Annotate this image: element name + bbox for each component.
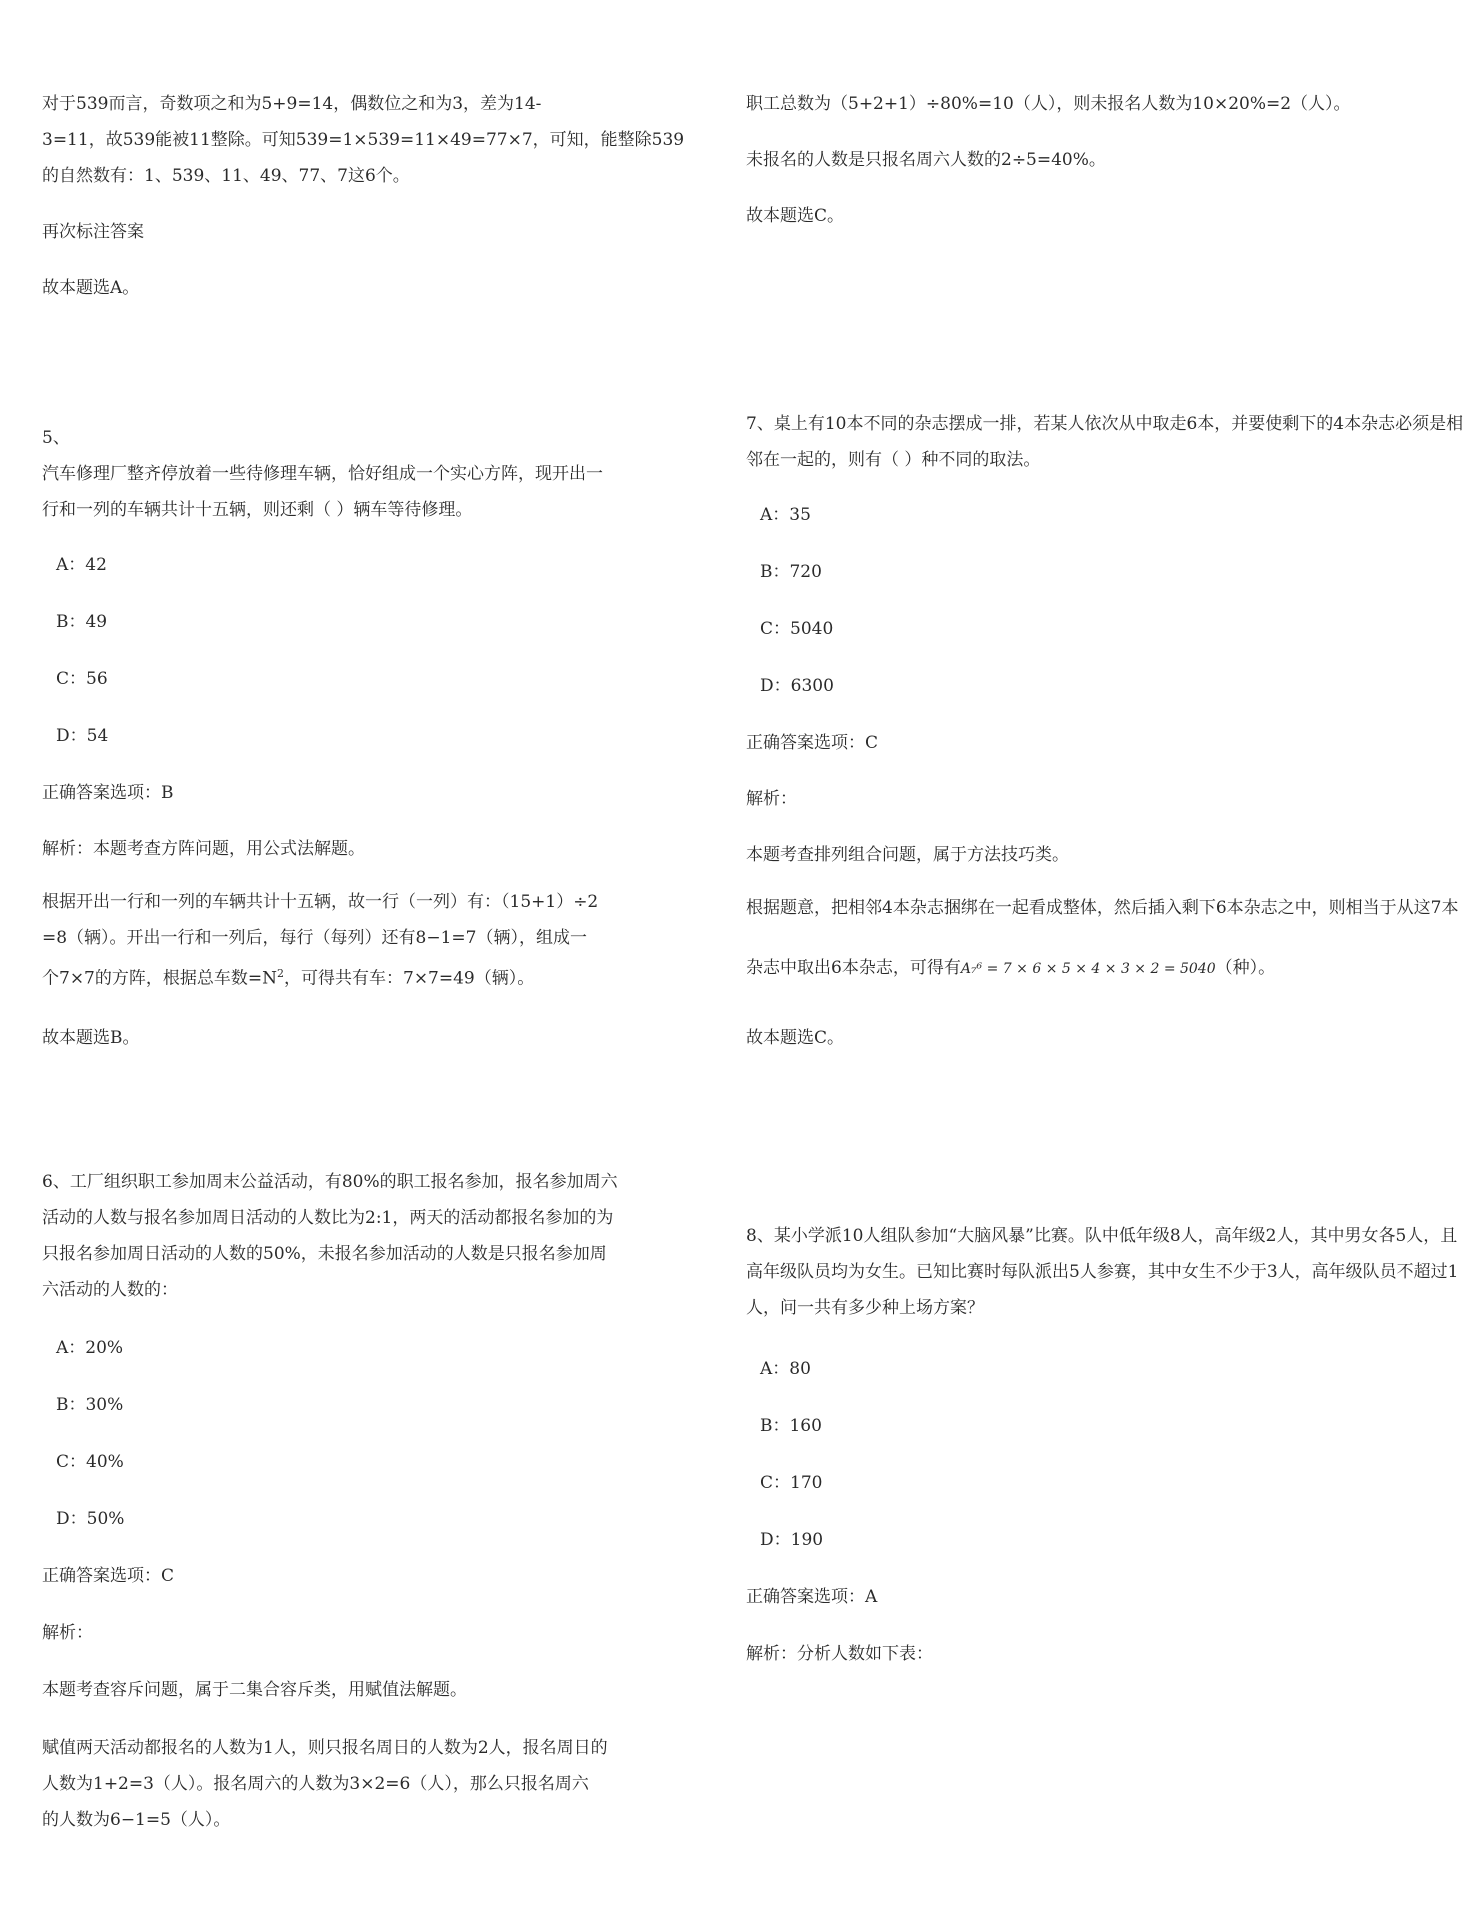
question-7-conclusion: 故本题选C。 [746,1028,845,1048]
question-6-stem-line-4: 六活动的人数的： [42,1280,178,1300]
question-7-option-b: B：720 [760,562,822,582]
question-8-stem-line-3: 人，问一共有多少种上场方案？ [746,1298,984,1318]
conclusion-text: 故本题选A。 [42,278,140,298]
question-6-option-a: A：20% [56,1338,124,1358]
question-8-stem-line-1: 8、某小学派10人组队参加“大脑风暴”比赛。队中低年级8人，高年级2人，其中男女各5人，且 [746,1226,1458,1246]
question-5-conclusion: 故本题选B。 [42,1028,140,1048]
question-8-analysis: 解析：分析人数如下表： [746,1644,933,1664]
question-6-stem-line-2: 活动的人数与报名参加周日活动的人数比为2:1，两天的活动都报名参加的为 [42,1208,614,1228]
question-8-option-d: D：190 [760,1530,824,1550]
question-6-detail-line-3: 的人数为6−1=5（人）。 [42,1810,231,1830]
question-7-option-a: A：35 [760,505,811,525]
question-5-detail-line-3-b: ，可得共有车：7×7=49（辆）。 [284,968,535,989]
question-7-answer: 正确答案选项：C [746,733,879,753]
permutation-formula: A₇⁶ = 7 × 6 × 5 × 4 × 3 × 2 = 5040 [960,961,1216,977]
question-6-option-b: B：30% [56,1395,124,1415]
question-8-answer: 正确答案选项：A [746,1587,878,1607]
question-5-answer: 正确答案选项：B [42,783,174,803]
question-5-option-c: C：56 [56,669,108,689]
question-6-stem-line-3: 只报名参加周日活动的人数的50%，未报名参加活动的人数是只报名参加周 [42,1244,607,1264]
intro-line-2: 3=11，故539能被11整除。可知539=1×539=11×49=77×7，可知，能整除539 [42,130,685,150]
question-6-analysis-label: 解析： [42,1623,93,1643]
question-6-answer: 正确答案选项：C [42,1566,175,1586]
question-8-option-c: C：170 [760,1473,823,1493]
question-8-stem-line-2: 高年级队员均为女生。已知比赛时每队派出5人参赛，其中女生不少于3人，高年级队员不超过1 [746,1262,1459,1282]
question-5-analysis: 解析：本题考查方阵问题，用公式法解题。 [42,839,365,859]
question-6-stem-line-1: 6、工厂组织职工参加周末公益活动，有80%的职工报名参加，报名参加周六 [42,1172,618,1192]
question-5-stem-line-2: 行和一列的车辆共计十五辆，则还剩（ ）辆车等待修理。 [42,500,473,520]
question-7-analysis-label: 解析： [746,789,797,809]
superscript-2: 2 [277,967,284,980]
intro-line-1: 对于539而言，奇数项之和为5+9=14，偶数位之和为3，差为14- [42,94,542,114]
question-7-option-d: D：6300 [760,676,834,696]
question-7-detail-line-2-unit: （种）。 [1215,958,1276,978]
remark-text: 再次标注答案 [42,222,144,242]
question-7-detail-line-2 [746,948,1275,989]
question-6-detail-line-1: 赋值两天活动都报名的人数为1人，则只报名周日的人数为2人，报名周日的 [42,1738,608,1758]
question-5-option-b: B：49 [56,612,108,632]
question-6-option-d: D：50% [56,1509,125,1529]
question-6-cont-conclusion: 故本题选C。 [746,206,845,226]
question-7-analysis: 本题考查排列组合问题，属于方法技巧类。 [746,845,1069,865]
question-8-option-a: A：80 [760,1359,811,1379]
question-8-option-b: B：160 [760,1416,822,1436]
question-5-number: 5、 [42,428,70,448]
question-5-option-d: D：54 [56,726,109,746]
question-6-option-c: C：40% [56,1452,124,1472]
question-6-analysis: 本题考查容斥问题，属于二集合容斥类，用赋值法解题。 [42,1680,467,1700]
question-7-stem-line-1: 7、桌上有10本不同的杂志摆成一排，若某人依次从中取走6本，并要使剩下的4本杂志必须是相 [746,414,1463,434]
question-6-cont-line-2: 未报名的人数是只报名周六人数的2÷5=40%。 [746,150,1106,170]
question-5-detail-line-1: 根据开出一行和一列的车辆共计十五辆，故一行（一列）有：（15+1）÷2 [42,892,599,912]
question-7-detail-line-2-text: 杂志中取出6本杂志，可得有 [746,958,961,978]
question-5-detail-line-2: =8（辆）。开出一行和一列后，每行（每列）还有8−1=7（辆），组成一 [42,928,587,948]
question-5-detail-line-3-a: 个7×7的方阵，根据总车数=N [42,968,277,989]
question-7-option-c: C：5040 [760,619,834,639]
intro-line-3: 的自然数有：1、539、11、49、77、7这6个。 [42,166,410,186]
question-7-detail-line-1: 根据题意，把相邻4本杂志捆绑在一起看成整体，然后插入剩下6本杂志之中，则相当于从这7本 [746,898,1459,918]
question-6-detail-line-2: 人数为1+2=3（人）。报名周六的人数为3×2=6（人），那么只报名周六 [42,1774,589,1794]
question-5-stem-line-1: 汽车修理厂整齐停放着一些待修理车辆，恰好组成一个实心方阵，现开出一 [42,464,603,484]
question-7-stem-line-2: 邻在一起的，则有（ ）种不同的取法。 [746,450,1041,470]
question-5-detail-line-3 [42,954,534,999]
question-6-cont-line-1: 职工总数为（5+2+1）÷80%=10（人），则未报名人数为10×20%=2（人）。 [746,94,1351,114]
question-5-option-a: A：42 [56,555,107,575]
